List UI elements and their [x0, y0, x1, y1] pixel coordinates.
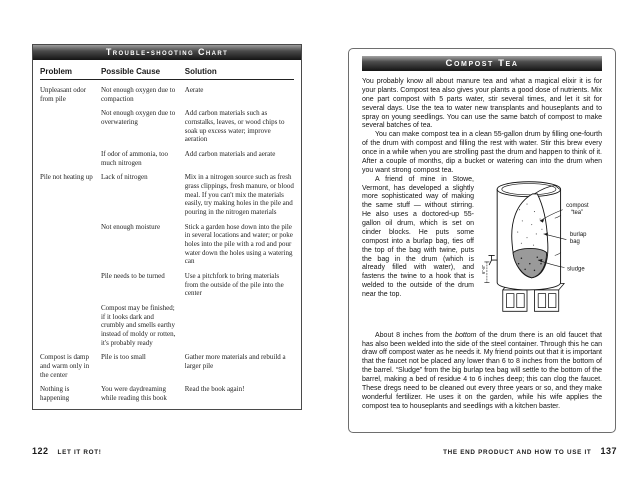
table-body — [40, 86, 294, 403]
cell-possible-cause: Pile is too small — [100, 353, 146, 362]
faucet-height-label: 6"-8" — [481, 264, 487, 274]
column-header-possible-cause: Possible Cause — [100, 67, 161, 76]
cell-problem — [40, 223, 101, 266]
table-row — [40, 150, 294, 167]
paragraph-2: You can make compost tea in a clean 55-gallon drum by filling one-fourth of the drum with compost and filling the rest with water. Stir this brew every once in a while when you are strolling past the drum and happen to think of it. After a couple of months, dip a bucket or watering can into the drum when you want strong compost tea. — [362, 131, 602, 174]
cell-problem — [40, 109, 101, 144]
cell-solution: Gather more materials and rebuild a larger pile — [184, 353, 286, 371]
cell-possible-cause: You were daydreaming while reading this book — [100, 385, 167, 403]
table-row — [40, 173, 294, 216]
paragraph-4-italic-word: bottom — [455, 331, 477, 339]
table-row — [40, 353, 294, 379]
paragraph-4 — [362, 332, 602, 412]
cell-problem — [40, 150, 101, 167]
box-title: Compost Tea — [362, 56, 602, 71]
cell-solution: Use a pitchfork to bring materials from the outside of the pile into the center — [184, 272, 284, 298]
compost-tea-box — [348, 48, 616, 433]
compost-tea-label-line2: “tea” — [570, 209, 584, 216]
cell-solution: Read the book again! — [184, 385, 245, 394]
column-header-solution: Solution — [184, 67, 217, 76]
table-row — [40, 272, 294, 298]
cell-possible-cause: Compost may be finished; if it looks dark and crumbly and smells earthy instead of moldy or rotten, it's probably ready — [100, 304, 176, 347]
page-number-left: 122 — [32, 446, 49, 456]
faucet-icon — [489, 255, 497, 264]
cell-possible-cause: Pile needs to be turned — [100, 272, 165, 281]
cell-problem: Compost is damp and warm only in the center — [40, 353, 90, 379]
table-row — [40, 86, 294, 103]
compost-tea-label-line1: compost — [566, 202, 589, 209]
cell-possible-cause: Lack of nitrogen — [100, 173, 148, 182]
cell-possible-cause: If odor of ammonia, too much nitrogen — [100, 150, 169, 167]
chart-title: Trouble-shooting Chart — [33, 45, 301, 60]
cell-possible-cause: Not enough moisture — [100, 222, 161, 231]
cell-possible-cause: Not enough oxygen due to compaction — [100, 86, 176, 103]
paragraph-4-text: About 8 inches from the — [375, 331, 456, 339]
cell-solution: Aerate — [184, 86, 204, 94]
cell-solution: Add carbon materials and aerate — [184, 150, 276, 159]
chapter-title: THE END PRODUCT AND HOW TO USE IT — [443, 449, 592, 456]
book-title: LET IT ROT! — [57, 449, 102, 456]
table-header-row — [40, 65, 294, 80]
sludge-label: sludge — [567, 265, 585, 272]
burlap-bag-label-line1: burlap — [569, 231, 587, 238]
page-number-right: 137 — [600, 446, 617, 456]
cell-problem: Nothing is happening — [40, 385, 70, 403]
paragraph-4-text-cont: of the drum there is an old faucet that has also been welded into the side of the steel container. Through this he can draw off compost water as he needs it. My friend points out that it is important that the faucet not be placed any lower than 6 to 8 inches from the bottom of the barrel. “Sludge” from the big burlap tea bag will settle to the bottom of the barrel, making a bed of residue 4 to 6 inches deep; this can clog the faucet. These dregs need to be cleaned out every three years or so, and they make wonderful fertilizer. He uses it on the garden, while his wife applies the compost tea to houseplants and seedlings with a kitchen baster. — [362, 331, 602, 410]
cell-solution: Add carbon materials such as cornstalks, leaves, or wood chips to soak up excess water; improve aeration — [184, 109, 285, 144]
chart-table — [33, 60, 301, 409]
left-page-footer — [32, 446, 102, 456]
cell-problem: Unpleasant odor from pile — [40, 86, 87, 103]
right-page-footer — [443, 446, 617, 456]
cell-solution: Mix in a nitrogen source such as fresh grass clippings, fresh manure, or blood meal. If you can't mix the materials easily, try making holes in the pile and pouring in the nitrogen materials — [184, 173, 294, 217]
troubleshooting-chart — [32, 44, 302, 410]
table-row — [40, 385, 294, 402]
table-row — [40, 109, 294, 144]
paragraph-3: A friend of mine in Stowe, Vermont, has developed a slightly more sophisticated way of making the same stuff — without stirring. He also uses a doctored-up 55-gallon oil drum, which is set on cinder blocks. He puts some compost into a burlap bag, ties off the top of the bag with twine, puts the bag in the drum (which is already filled with water), and fastens the twine to a hook that is welded to the outside of the drum near the top. — [362, 175, 474, 298]
paragraph-1: You probably know all about manure tea and what a magical elixir it is for your plants. Compost tea also gives your plants a good dose of nutrients. Mix one part compost with 5 parts water, stir several times, and let it sit for several days. Use the tea to water new transplants and houseplants and to spray on young seedlings. You can use the same batch of compost to make several batches of tea. — [362, 78, 602, 130]
cell-solution: Stick a garden hose down into the pile in several locations and water; or poke holes into the pile with a rod and pour water down the holes using a watering can — [184, 222, 293, 266]
cell-problem — [40, 272, 101, 298]
box-body — [362, 78, 602, 412]
table-row — [40, 304, 294, 347]
table-row — [40, 223, 294, 266]
cell-solution — [185, 304, 294, 347]
cell-problem: Pile not heating up — [40, 173, 93, 182]
column-header-problem: Problem — [40, 67, 73, 76]
burlap-bag-label-line2: bag — [569, 238, 580, 245]
drum-illustration — [480, 178, 602, 330]
cell-problem — [40, 304, 101, 347]
cell-possible-cause: Not enough oxygen due to overwatering — [100, 109, 176, 127]
